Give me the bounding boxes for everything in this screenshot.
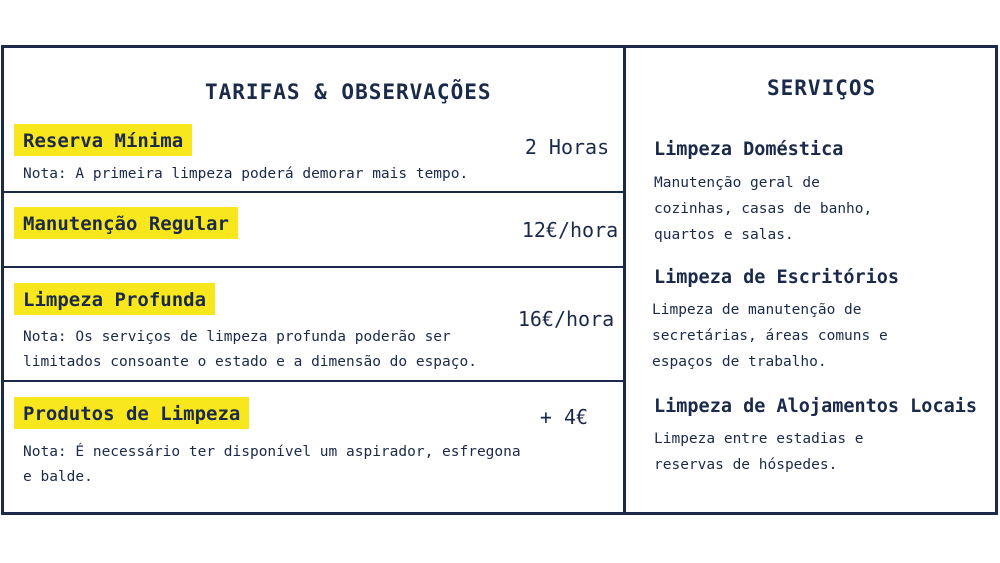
row-label-deep-cleaning: Limpeza Profunda (14, 283, 215, 315)
service-desc-line: reservas de hóspedes. (654, 457, 838, 473)
row-label-cleaning-products: Produtos de Limpeza (14, 397, 249, 429)
service-desc-line: Limpeza de manutenção de (652, 302, 862, 318)
row-label-regular-maintenance: Manutenção Regular (14, 207, 238, 239)
services-heading: SERVIÇOS (767, 76, 877, 100)
service-title-domestic: Limpeza Doméstica (654, 139, 844, 160)
row-price-minimum-booking: 2 Horas (524, 135, 610, 159)
row-price-deep-cleaning: 16€/hora (517, 307, 615, 331)
service-desc-line: secretárias, áreas comuns e (652, 328, 888, 344)
row-note-minimum-booking: Nota: A primeira limpeza poderá demorar mais tempo. (23, 166, 469, 182)
row-divider (1, 266, 624, 268)
row-divider (1, 380, 624, 382)
row-note-cleaning-products-1: Nota: É necessário ter disponível um aspirador, esfregona (23, 444, 521, 460)
row-price-cleaning-products: + 4€ (539, 405, 589, 429)
rates-heading: TARIFAS & OBSERVAÇÕES (205, 80, 492, 104)
service-title-local-lodging: Limpeza de Alojamentos Locais (654, 396, 978, 417)
service-desc-line: quartos e salas. (654, 227, 794, 243)
service-desc-domestic (654, 170, 872, 248)
service-desc-line: Manutenção geral de (654, 175, 820, 191)
row-note-deep-cleaning-2: limitados consoante o estado e a dimensão do espaço. (23, 354, 477, 370)
service-title-offices: Limpeza de Escritórios (654, 267, 900, 288)
row-note-deep-cleaning-1: Nota: Os serviços de limpeza profunda poderão ser (23, 329, 451, 345)
row-divider (1, 191, 624, 193)
service-desc-line: cozinhas, casas de banho, (654, 201, 873, 217)
row-note-cleaning-products-2: e balde. (23, 469, 93, 485)
service-desc-line: Limpeza entre estadias e (654, 431, 864, 447)
service-desc-offices (652, 297, 888, 375)
row-label-minimum-booking: Reserva Mínima (14, 124, 192, 156)
service-desc-line: espaços de trabalho. (652, 354, 827, 370)
service-desc-local-lodging (654, 426, 864, 478)
row-price-regular-maintenance: 12€/hora (521, 218, 619, 242)
column-divider (623, 45, 626, 515)
